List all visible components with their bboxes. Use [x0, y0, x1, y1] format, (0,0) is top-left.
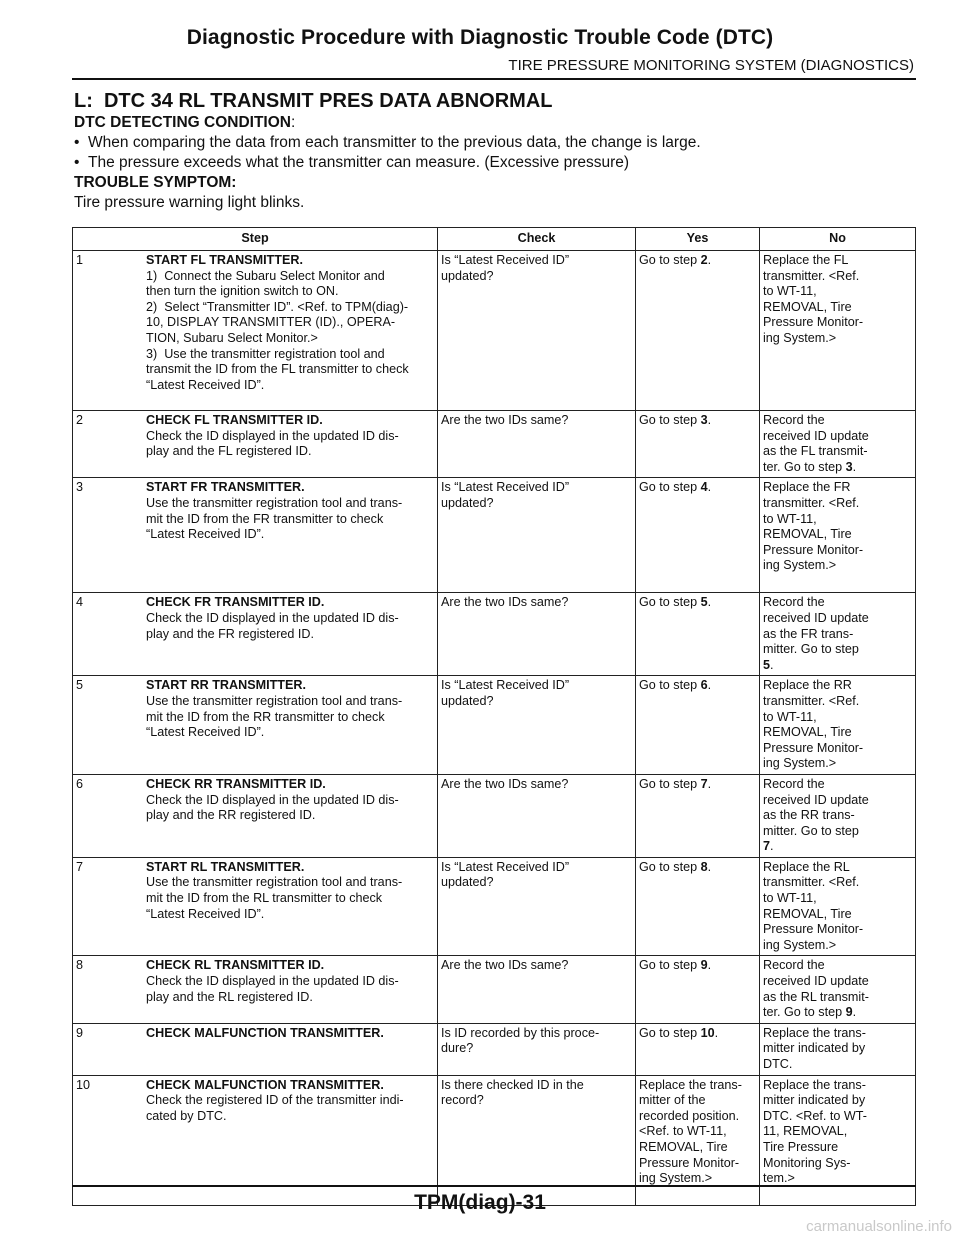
yes-line [639, 413, 756, 429]
condition-colon: : [291, 114, 296, 131]
step-cell [73, 593, 438, 676]
yes-line: ing System.> [639, 1171, 713, 1186]
step-line: Check the ID displayed in the updated ID dis- [146, 610, 399, 625]
yes-cell [636, 956, 760, 1023]
step-line: play and the FR registered ID. [146, 626, 314, 641]
step-cell [73, 857, 438, 956]
no-line: received ID update [763, 792, 869, 807]
yes-line [639, 480, 756, 496]
no-line: 11, REMOVAL, [763, 1124, 848, 1139]
section-title: L: DTC 34 RL TRANSMIT PRES DATA ABNORMAL [74, 90, 553, 112]
step-number: 8 [76, 958, 84, 973]
step-cell [73, 956, 438, 1023]
no-line: received ID update [763, 610, 869, 625]
check-line: updated? [441, 268, 494, 283]
footer-rule [72, 1185, 916, 1187]
check-cell [438, 478, 636, 593]
no-line: transmitter. <Ref. [763, 875, 860, 890]
step-title: START RL TRANSMITTER. [146, 859, 305, 874]
condition-bullet: • The pressure exceeds what the transmitter can measure. (Excessive pressure) [74, 154, 630, 171]
no-line: Replace the trans- [763, 1025, 866, 1040]
no-line: transmitter. <Ref. [763, 693, 860, 708]
no-line: Replace the RL [763, 859, 850, 874]
yes-text: Go to step [639, 1025, 701, 1040]
no-line: REMOVAL, Tire [763, 527, 852, 542]
yes-text: . [707, 413, 712, 427]
no-line: DTC. [763, 1057, 793, 1071]
no-line: mitter indicated by [763, 1093, 866, 1108]
step-line: “Latest Received ID”. [146, 377, 265, 392]
no-cell [760, 593, 916, 676]
yes-text: Go to step [639, 253, 701, 267]
check-line: Is “Latest Received ID” [441, 859, 570, 874]
step-line: “Latest Received ID”. [146, 906, 265, 921]
no-line: ing System.> [763, 330, 837, 345]
yes-cell [636, 676, 760, 775]
step-title: CHECK FL TRANSMITTER ID. [146, 413, 323, 427]
table-row [73, 857, 916, 956]
check-line: Are the two IDs same? [441, 958, 569, 973]
yes-text: Go to step [639, 958, 701, 973]
no-line: Pressure Monitor- [763, 542, 864, 557]
step-cell [73, 1023, 438, 1075]
no-line: Replace the FL [763, 253, 849, 267]
no-line: mitter. Go to step [763, 642, 859, 657]
page-number: TPM(diag)-31 [414, 1191, 546, 1214]
yes-step-number: 6 [700, 678, 708, 693]
no-line: to WT-11, [763, 709, 817, 724]
step-title: CHECK RL TRANSMITTER ID. [146, 958, 325, 973]
no-line: to WT-11, [763, 284, 817, 299]
no-line: to WT-11, [763, 511, 817, 526]
check-line: Is there checked ID in the [441, 1077, 584, 1092]
step-line: Check the registered ID of the transmitter indi- [146, 1093, 404, 1108]
no-cell [760, 676, 916, 775]
yes-line [639, 860, 756, 876]
condition-label: DTC DETECTING CONDITION [74, 114, 291, 131]
symptom-text: Tire pressure warning light blinks. [74, 194, 305, 211]
no-cell [760, 1023, 916, 1075]
yes-cell [636, 857, 760, 956]
yes-line [639, 1026, 756, 1042]
intro-block [74, 113, 914, 213]
no-line: Record the [763, 595, 825, 610]
step-cell [73, 478, 438, 593]
header-check: Check [438, 228, 636, 251]
check-line: Is “Latest Received ID” [441, 253, 570, 267]
no-step-number: 9 [845, 1005, 853, 1020]
yes-line [639, 595, 756, 611]
no-line: ing System.> [763, 558, 837, 573]
no-line: Replace the RR [763, 678, 852, 693]
check-line: Is “Latest Received ID” [441, 678, 570, 693]
no-line: mitter indicated by [763, 1041, 866, 1056]
check-line: updated? [441, 495, 494, 510]
table-row [73, 593, 916, 676]
watermark: carmanualsonline.info [806, 1218, 952, 1235]
no-line: DTC. <Ref. to WT- [763, 1108, 867, 1123]
step-number: 3 [76, 480, 84, 495]
step-line: 3) Use the transmitter registration tool and [146, 346, 385, 361]
yes-cell [636, 251, 760, 411]
table-row [73, 251, 916, 411]
table-row [73, 478, 916, 593]
yes-line: <Ref. to WT-11, [639, 1124, 727, 1139]
no-line: REMOVAL, Tire [763, 299, 852, 314]
step-line: 10, DISPLAY TRANSMITTER (ID)., OPERA- [146, 315, 396, 330]
header-step: Step [73, 228, 438, 251]
no-line: received ID update [763, 428, 869, 443]
check-cell [438, 593, 636, 676]
yes-text: Go to step [639, 595, 701, 610]
header-rule [72, 78, 916, 80]
check-cell [438, 411, 636, 478]
step-line: play and the RL registered ID. [146, 989, 313, 1004]
step-title: START FL TRANSMITTER. [146, 253, 303, 267]
diagnostic-table [72, 227, 916, 1206]
no-line: transmitter. <Ref. [763, 495, 860, 510]
yes-line: recorded position. [639, 1108, 740, 1123]
step-title: CHECK MALFUNCTION TRANSMITTER. [146, 1077, 384, 1092]
no-line: as the FL transmit- [763, 444, 868, 459]
yes-cell [636, 478, 760, 593]
step-line: mit the ID from the FR transmitter to check [146, 511, 384, 526]
step-line: Check the ID displayed in the updated ID dis- [146, 974, 399, 989]
step-number: 9 [76, 1025, 84, 1040]
step-number: 7 [76, 859, 84, 874]
check-cell [438, 676, 636, 775]
no-step-number: 5 [763, 657, 771, 672]
table-row [73, 676, 916, 775]
yes-text: . [707, 776, 712, 791]
no-text: ter. Go to step [763, 459, 846, 474]
no-cell [760, 251, 916, 411]
yes-step-number: 7 [700, 776, 708, 791]
yes-cell [636, 774, 760, 857]
no-cell [760, 857, 916, 956]
step-line: Check the ID displayed in the updated ID dis- [146, 792, 399, 807]
page-header-title: Diagnostic Procedure with Diagnostic Trouble Code (DTC) [186, 26, 774, 49]
yes-line [639, 253, 756, 269]
no-line: Replace the FR [763, 480, 851, 495]
check-cell [438, 857, 636, 956]
yes-text: . [707, 678, 712, 693]
step-body [146, 480, 434, 542]
yes-step-number: 2 [700, 253, 708, 267]
step-number: 6 [76, 776, 84, 791]
step-cell [73, 251, 438, 411]
yes-step-number: 8 [700, 859, 708, 874]
step-line: mit the ID from the RR transmitter to check [146, 709, 385, 724]
no-cell [760, 411, 916, 478]
check-line: Are the two IDs same? [441, 776, 569, 791]
no-text: . [852, 1005, 857, 1020]
no-cell [760, 478, 916, 593]
no-line [763, 658, 912, 674]
no-line: REMOVAL, Tire [763, 725, 852, 740]
check-cell [438, 956, 636, 1023]
condition-heading [74, 113, 914, 133]
step-line: mit the ID from the RL transmitter to check [146, 891, 383, 906]
step-number: 2 [76, 413, 84, 427]
no-line: mitter. Go to step [763, 823, 859, 838]
step-body [146, 678, 434, 740]
yes-text: . [714, 1025, 719, 1040]
step-body [146, 860, 434, 922]
no-cell [760, 774, 916, 857]
step-cell [73, 676, 438, 775]
yes-line [639, 777, 756, 793]
no-line [763, 839, 912, 855]
no-line: Tire Pressure [763, 1139, 839, 1154]
step-line: 2) Select “Transmitter ID”. <Ref. to TPM(diag)- [146, 299, 409, 314]
step-body [146, 1078, 434, 1125]
no-line [763, 1005, 912, 1021]
step-line: Check the ID displayed in the updated ID dis- [146, 428, 399, 443]
yes-step-number: 5 [700, 595, 708, 610]
check-line: Are the two IDs same? [441, 413, 569, 427]
yes-step-number: 9 [700, 958, 708, 973]
condition-bullet: • When comparing the data from each transmitter to the previous data, the change is large. [74, 134, 701, 151]
no-line: ing System.> [763, 756, 837, 771]
no-line: transmitter. <Ref. [763, 268, 860, 283]
check-line: record? [441, 1093, 484, 1108]
step-title: CHECK FR TRANSMITTER ID. [146, 595, 325, 610]
table-header-row [73, 228, 916, 251]
step-number: 10 [76, 1077, 91, 1092]
step-body [146, 595, 434, 642]
check-line: Is “Latest Received ID” [441, 480, 570, 495]
yes-line: REMOVAL, Tire [639, 1139, 728, 1154]
header-no: No [760, 228, 916, 251]
no-line: Replace the trans- [763, 1077, 866, 1092]
yes-cell [636, 593, 760, 676]
no-line: to WT-11, [763, 891, 817, 906]
yes-line: Pressure Monitor- [639, 1155, 740, 1170]
yes-step-number: 10 [700, 1025, 715, 1040]
step-line: Use the transmitter registration tool and trans- [146, 495, 403, 510]
yes-cell [636, 411, 760, 478]
yes-text: Go to step [639, 859, 701, 874]
table-row [73, 956, 916, 1023]
yes-step-number: 4 [700, 480, 708, 495]
step-line: “Latest Received ID”. [146, 527, 265, 542]
yes-text: . [707, 253, 712, 267]
step-title: CHECK RR TRANSMITTER ID. [146, 776, 326, 791]
no-cell [760, 956, 916, 1023]
yes-text: . [707, 595, 712, 610]
no-line: Record the [763, 958, 825, 973]
no-line: as the FR trans- [763, 626, 854, 641]
step-number: 4 [76, 595, 84, 610]
no-line: Pressure Monitor- [763, 315, 864, 330]
symptom-label: TROUBLE SYMPTOM: [74, 174, 237, 191]
yes-line: Replace the trans- [639, 1077, 742, 1092]
no-line: ing System.> [763, 937, 837, 952]
no-line: as the RL transmit- [763, 989, 869, 1004]
yes-text: . [707, 958, 712, 973]
step-line: then turn the ignition switch to ON. [146, 284, 339, 299]
step-line: “Latest Received ID”. [146, 725, 265, 740]
step-body [146, 413, 434, 460]
step-body [146, 253, 434, 393]
no-line: tem.> [763, 1171, 795, 1186]
step-title: START RR TRANSMITTER. [146, 678, 306, 693]
no-line: received ID update [763, 974, 869, 989]
check-line: Is ID recorded by this proce- [441, 1025, 600, 1040]
step-line: Use the transmitter registration tool and trans- [146, 875, 403, 890]
table-row [73, 1023, 916, 1075]
check-line: updated? [441, 693, 494, 708]
no-text: . [770, 657, 774, 672]
step-line: Use the transmitter registration tool and trans- [146, 693, 403, 708]
step-body [146, 958, 434, 1005]
step-line: 1) Connect the Subaru Select Monitor and [146, 268, 385, 283]
check-line: Are the two IDs same? [441, 595, 569, 610]
no-line: REMOVAL, Tire [763, 906, 852, 921]
no-text: . [770, 839, 774, 854]
yes-line: mitter of the [639, 1093, 706, 1108]
yes-text: Go to step [639, 678, 701, 693]
step-line: play and the FL registered ID. [146, 444, 312, 459]
no-step-number: 7 [763, 839, 771, 854]
page-header-subtitle: TIRE PRESSURE MONITORING SYSTEM (DIAGNOSTICS) [508, 57, 914, 74]
yes-text: Go to step [639, 413, 701, 427]
step-line: transmit the ID from the FL transmitter to check [146, 362, 409, 377]
yes-line [639, 958, 756, 974]
no-line [763, 460, 912, 476]
step-number: 5 [76, 678, 84, 693]
step-line: cated by DTC. [146, 1108, 227, 1123]
step-line: TION, Subaru Select Monitor.> [146, 330, 318, 345]
no-text: . [852, 459, 857, 474]
no-line: Pressure Monitor- [763, 740, 864, 755]
yes-cell [636, 1023, 760, 1075]
yes-step-number: 3 [700, 413, 708, 427]
no-line: Record the [763, 413, 825, 427]
step-line: play and the RR registered ID. [146, 808, 316, 823]
yes-text: Go to step [639, 480, 701, 495]
no-line: Monitoring Sys- [763, 1155, 851, 1170]
yes-text: Go to step [639, 776, 701, 791]
check-cell [438, 251, 636, 411]
no-line: Pressure Monitor- [763, 922, 864, 937]
step-title: START FR TRANSMITTER. [146, 480, 305, 495]
no-line: as the RR trans- [763, 808, 855, 823]
yes-line [639, 678, 756, 694]
step-cell [73, 411, 438, 478]
step-body [146, 1026, 434, 1042]
step-body [146, 777, 434, 824]
table-row [73, 774, 916, 857]
check-cell [438, 774, 636, 857]
header-yes: Yes [636, 228, 760, 251]
yes-text: . [707, 480, 712, 495]
step-cell [73, 774, 438, 857]
check-line: dure? [441, 1041, 474, 1056]
no-text: ter. Go to step [763, 1005, 846, 1020]
check-cell [438, 1023, 636, 1075]
step-number: 1 [76, 253, 84, 267]
table-row [73, 411, 916, 478]
no-line: Record the [763, 776, 825, 791]
check-line: updated? [441, 875, 494, 890]
step-title: CHECK MALFUNCTION TRANSMITTER. [146, 1025, 384, 1040]
yes-text: . [707, 859, 712, 874]
no-step-number: 3 [845, 459, 853, 474]
